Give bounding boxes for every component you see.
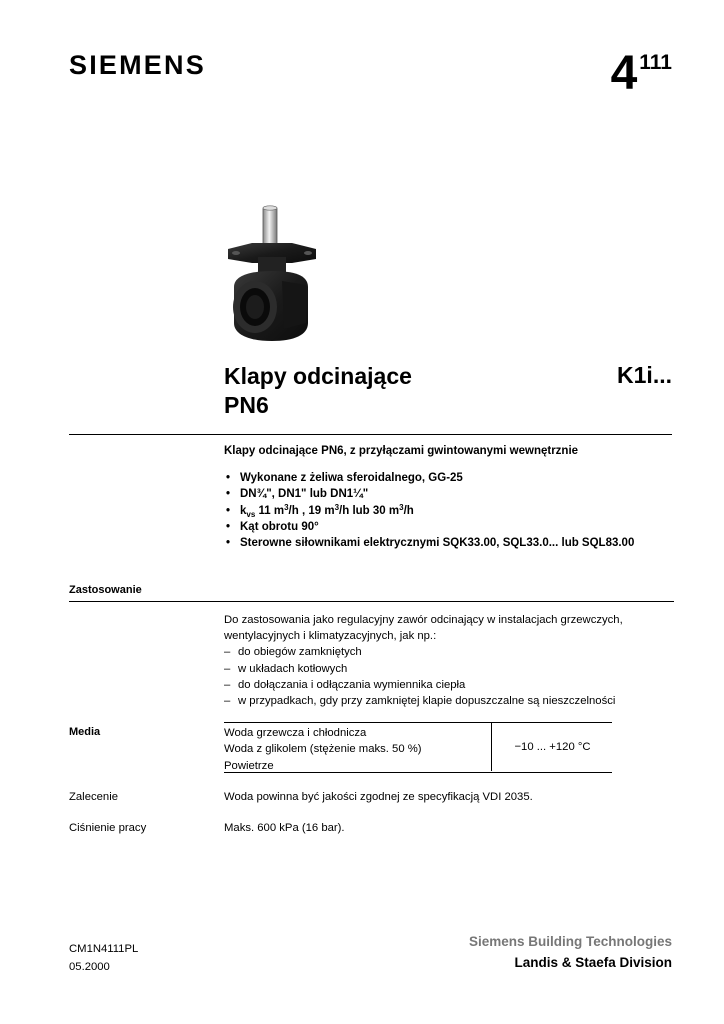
feature-item: • Wykonane z żeliwa sferoidalnego, GG-25 <box>224 470 634 486</box>
recommendation-text: Woda powinna być jakości zgodnej ze specyfikacją VDI 2035. <box>224 791 533 803</box>
product-code: K1i... <box>617 362 672 388</box>
application-divider <box>69 601 674 602</box>
feature-list <box>224 470 634 551</box>
application-item: – do obiegów zamkniętych <box>224 644 623 660</box>
recommendation-label: Zalecenie <box>69 791 118 803</box>
document-number-superscript: 111 <box>639 51 672 74</box>
application-line1: Do zastosowania jako regulacyjny zawór odcinający w instalacjach grzewczych, <box>224 614 623 626</box>
valve-product-image <box>222 205 322 353</box>
application-heading: Zastosowanie <box>69 584 142 596</box>
media-row: Woda grzewcza i chłodnicza <box>224 727 367 739</box>
feature-item: • Sterowne siłownikami elektrycznymi SQK33.00, SQL33.0... lub SQL83.00 <box>224 535 634 551</box>
pressure-text: Maks. 600 kPa (16 bar). <box>224 822 345 834</box>
footer-company: Siemens Building Technologies <box>468 934 672 949</box>
intro-text: Klapy odcinające PN6, z przyłączami gwintowanymi wewnętrznie <box>224 445 579 457</box>
application-item: – w układach kotłowych <box>224 661 623 677</box>
feature-item: • $k_{vs}$ 11 $m^3/h$ , 19 $m^3/h$ lub 30 $m^3/h$ <box>224 503 634 519</box>
footer-doc-info <box>69 940 138 976</box>
pressure-label: Ciśnienie pracy <box>69 822 147 834</box>
media-row: Woda z glikolem (stężenie maks. 50 %) <box>224 743 422 756</box>
application-line2: wentylacyjnych i klimatyzacyjnych, jak np.: <box>224 630 437 643</box>
feature-item: • DN¾", DN1" lub DN1¼" <box>224 486 634 502</box>
application-item: – w przypadkach, gdy przy zamkniętej klapie dopuszczalne są nieszczelności <box>224 693 623 709</box>
media-row: Powietrze <box>224 759 274 772</box>
footer-doc-code: CM1N4111PL <box>69 943 139 955</box>
media-temperature: −10 ... +120 °C <box>514 741 591 753</box>
media-table <box>224 722 612 772</box>
product-title-line2: PN6 <box>224 392 269 418</box>
document-number-main: 4 <box>610 47 638 100</box>
media-heading: Media <box>69 726 101 738</box>
media-types <box>224 722 491 774</box>
title-divider <box>69 434 672 435</box>
application-item: – do dołączania i odłączania wymiennika ciepła <box>224 677 623 693</box>
document-number <box>610 47 672 100</box>
application-text <box>224 612 623 709</box>
footer-date: 05.2000 <box>69 961 110 973</box>
feature-item: • Kąt obrotu 90° <box>224 519 634 535</box>
footer-division: Landis & Staefa Division <box>514 955 672 970</box>
media-temperature-cell <box>491 722 613 771</box>
media-table-bottom-border <box>224 772 612 773</box>
product-title <box>224 362 412 420</box>
siemens-logo: SIEMENS <box>69 50 206 80</box>
product-title-line1: Klapy odcinające <box>224 363 412 389</box>
application-list <box>224 644 623 709</box>
